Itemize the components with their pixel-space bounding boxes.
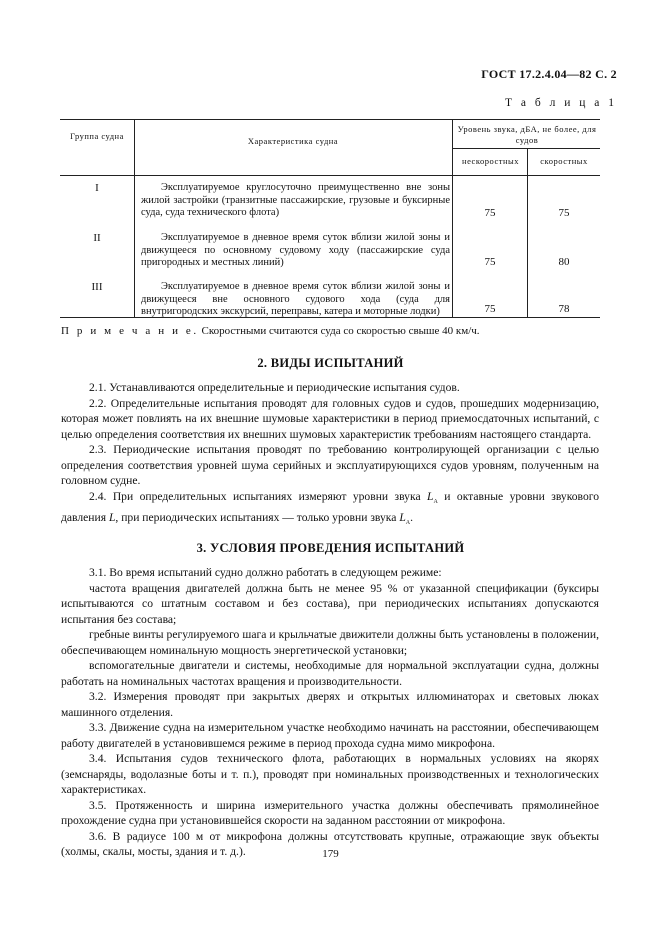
table-row-description: Эксплуатируемое круглосуточно преимущественно вне зоны жилой застройки (транзитные пассажирские, грузовые и буксирные суда, суда технического флота) xyxy=(141,182,450,218)
col-header-slow: нескоростных xyxy=(462,156,519,166)
table-cell-slow: 75 xyxy=(484,207,496,219)
table-note xyxy=(61,325,480,337)
paragraph: 2.4. При определительных испытаниях измеряют уровни звука $L_А$ и октавные уровни звукового давления L, при периодических испытаниях — только уровни звука $L_А$. xyxy=(61,489,600,526)
note-text: Скоростными считаются суда со скоростью свыше 40 км/ч. xyxy=(201,325,480,337)
table-cell-fast: 78 xyxy=(558,303,570,315)
paragraph: 2.2. Определительные испытания проводят для головных судов и судов, прошедших модернизацию, которая может повлиять на их внешние шумовые характеристики в период приемосдаточных испытаний, с целью определения соответствия их внешних шумовых характеристик требованиям настоящего стандарта. xyxy=(61,396,599,441)
table-cell-fast: 80 xyxy=(558,256,570,268)
paragraph: 2.3. Периодические испытания проводят по требованию контролирующей организации с целью определения соответствия уровней шума серийных и эксплуатирующихся судов уровням, полученным на головном судне. xyxy=(61,443,599,487)
section-2-body xyxy=(61,380,599,532)
note-label: П р и м е ч а н и е. xyxy=(61,325,199,337)
page-number: 179 xyxy=(322,848,339,860)
table-cell-slow: 75 xyxy=(484,303,496,315)
paragraph: 2.1. Устанавливаются определительные и периодические испытания судов. xyxy=(89,381,460,394)
table-header-rule xyxy=(60,175,600,176)
table-row-description: Эксплуатируемое в дневное время суток вблизи жилой зоны и движущееся по основному судовому ходу (пассажирские суда пригородных и местных линий) xyxy=(141,232,450,268)
paragraph: 3.4. Испытания судов технического флота, работающих в нормальных условиях на якорях (земснаряды, водолазные боты и т. п.), проводят при номинальных производственных и технологических характеристиках. xyxy=(61,752,599,796)
document-header: ГОСТ 17.2.4.04—82 С. 2 xyxy=(481,67,617,81)
paragraph: гребные винты регулируемого шага и крыльчатые движители должны быть установлены в положении, обеспечивающем номинальную мощность энергетической установки; xyxy=(61,628,599,657)
paragraph: 3.3. Движение судна на измерительном участке необходимо начинать на расстоянии, обеспечивающем работу двигателей в установившемся режиме в период прохода судна мимо микрофона. xyxy=(61,721,599,750)
table-row-group: III xyxy=(91,281,103,293)
paragraph: 3.5. Протяженность и ширина измерительного участка должны обеспечивать прямолинейное прохождение судна при установившейся скорости на заданном расстоянии от микрофона. xyxy=(61,798,599,827)
section-3-title: 3. УСЛОВИЯ ПРОВЕДЕНИЯ ИСПЫТАНИЙ xyxy=(196,541,465,555)
col-header-fast: скоростных xyxy=(540,156,588,166)
section-3-body xyxy=(61,565,599,860)
table-col-divider xyxy=(452,119,453,317)
paragraph: 3.1. Во время испытаний судно должно работать в следующем режиме: xyxy=(89,566,442,579)
table-row-description: Эксплуатируемое в дневное время суток вблизи жилой зоны и движущееся вне основного судового хода (суда для внутригородских экскурсий, переправы, катера и моторные лодки) xyxy=(141,281,450,317)
table-cell-fast: 75 xyxy=(558,207,570,219)
table-col-divider xyxy=(527,148,528,317)
section-2-title: 2. ВИДЫ ИСПЫТАНИЙ xyxy=(257,356,404,370)
table-top-rule xyxy=(60,119,600,120)
table-subheader-rule xyxy=(452,148,600,149)
table-caption: Т а б л и ц а 1 xyxy=(504,97,617,109)
table-col-divider xyxy=(134,119,135,317)
col-header-group: Группа судна xyxy=(70,131,124,141)
table-cell-slow: 75 xyxy=(484,256,496,268)
paragraph: 3.6. В радиусе 100 м от микрофона должны отсутствовать крупные, отражающие звук объекты (холмы, скалы, мосты, здания и т. д.). xyxy=(61,829,599,858)
col-header-characteristic: Характеристика судна xyxy=(247,136,339,146)
col-header-level: Уровень звука, дБА, не более, для судов xyxy=(457,124,597,145)
paragraph: 3.2. Измерения проводят при закрытых дверях и открытых иллюминаторах и световых люках машинного отделения. xyxy=(61,690,599,719)
table-row-group: I xyxy=(95,182,99,194)
paragraph: вспомогательные двигатели и системы, необходимые для нормальной эксплуатации судна, должны работать на номинальных частотах вращения и производительности. xyxy=(61,659,599,688)
paragraph: частота вращения двигателей должна быть не менее 95 % от указанной спецификации (буксиры испытываются со штатным составом и без состава), при периодических испытаниях допускаются испытания без состава; xyxy=(61,581,599,626)
table-row-group: II xyxy=(93,232,101,244)
